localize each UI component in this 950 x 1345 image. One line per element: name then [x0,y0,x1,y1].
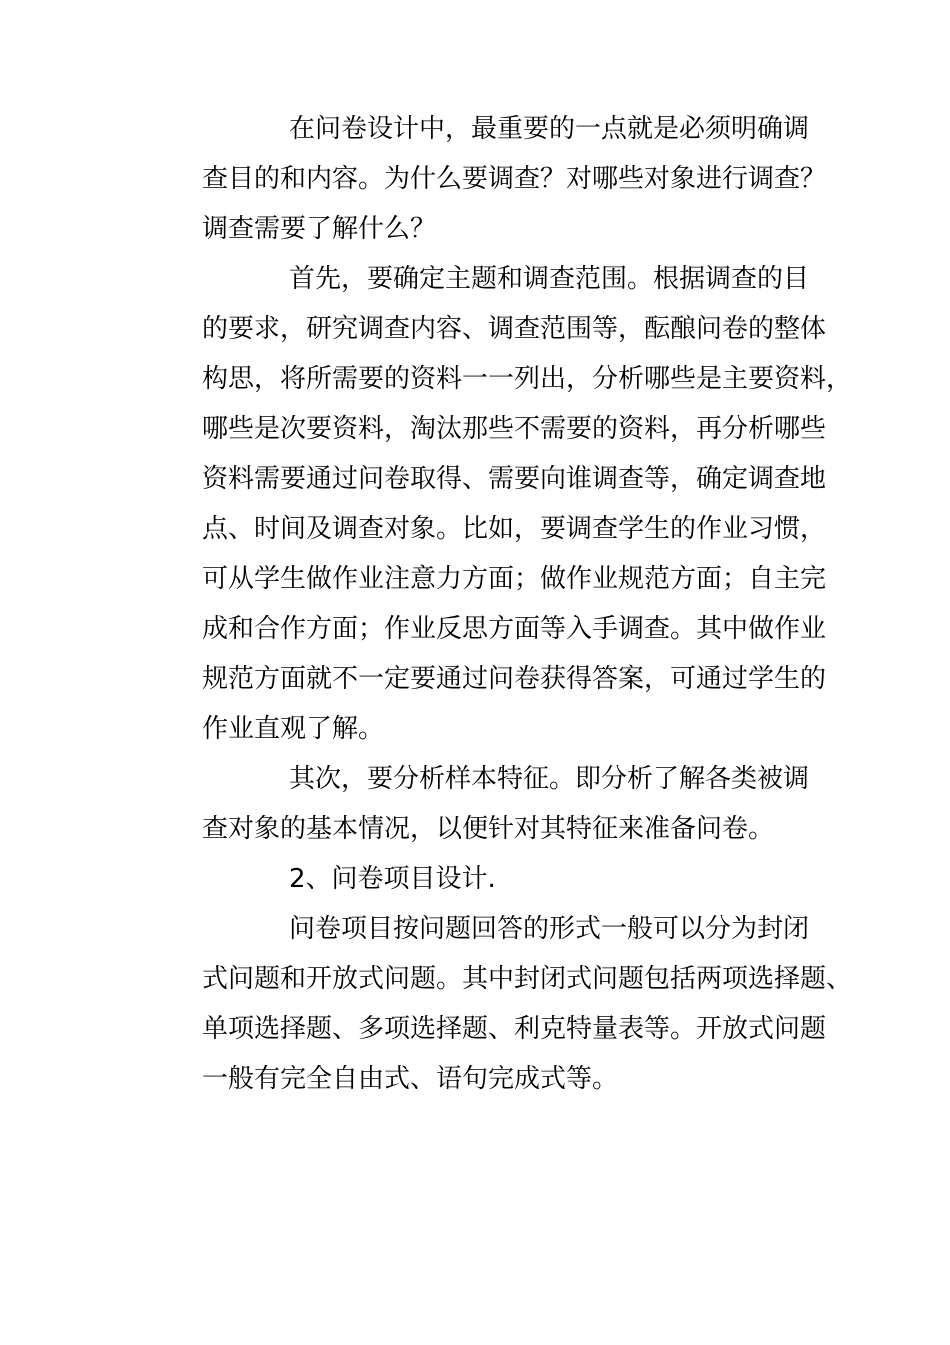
paragraph-purpose [202,104,827,254]
text-line: 其次，要分析样本特征。即分析了解各类被调 [289,764,810,794]
text-line: 问卷项目按问题回答的形式一般可以分为封闭 [289,914,810,944]
text-line: 式问题和开放式问题。其中封闭式问题包括两项选择题、 [202,964,853,994]
text-line: 哪些是次要资料，淘汰那些不需要的资料，再分析哪些 [202,414,827,444]
text-line: 资料需要通过问卷取得、需要向谁调查等，确定调查地 [202,464,827,494]
text-line: 规范方面就不一定要通过问卷获得答案，可通过学生的 [202,664,827,694]
text-line: 可从学生做作业注意力方面；做作业规范方面；自主完 [202,564,827,594]
text-line: 的要求，研究调查内容、调查范围等，酝酿问卷的整体 [202,314,827,344]
text-line: 调查需要了解什么？ [202,214,437,244]
section-heading-text: 2、问卷项目设计. [289,864,496,894]
text-line: 查对象的基本情况，以便针对其特征来准备问卷。 [202,814,775,844]
paragraph-sample [202,754,822,854]
paragraph-scope [202,254,853,754]
document-body [202,104,853,1104]
text-line: 单项选择题、多项选择题、利克特量表等。开放式问题 [202,1014,827,1044]
text-line: 查目的和内容。为什么要调查？对哪些对象进行调查？ [202,164,827,194]
text-line: 构思，将所需要的资料一一列出，分析哪些是主要资料， [202,364,853,394]
text-line: 首先，要确定主题和调查范围。根据调查的目 [289,264,810,294]
text-line: 作业直观了解。 [202,714,385,744]
text-line: 成和合作方面；作业反思方面等入手调查。其中做作业 [202,614,827,644]
text-line: 在问卷设计中，最重要的一点就是必须明确调 [289,114,810,144]
text-line: 点、时间及调查对象。比如，要调查学生的作业习惯， [202,514,827,544]
text-line: 一般有完全自由式、语句完成式等。 [202,1064,619,1094]
section-heading [202,854,822,904]
paragraph-item-types [202,904,853,1104]
